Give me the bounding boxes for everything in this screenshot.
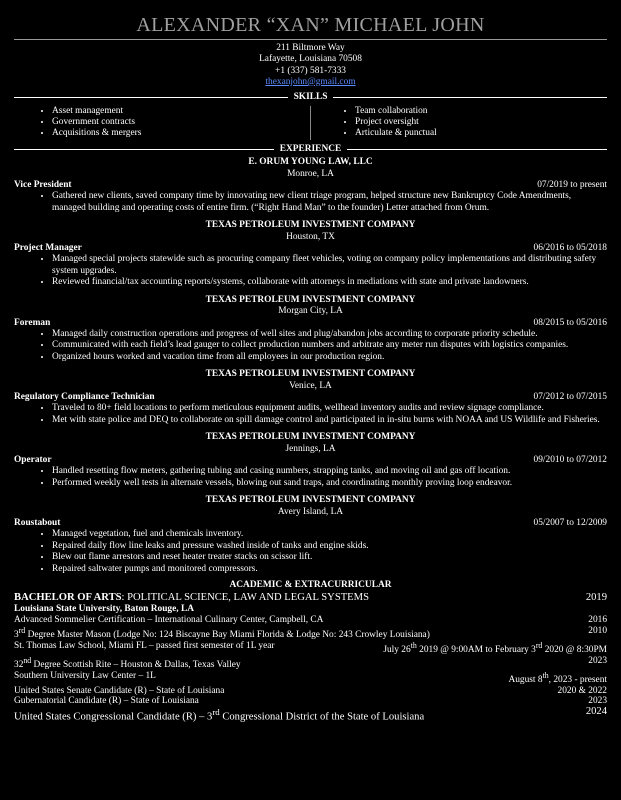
job-bullets xyxy=(14,191,607,214)
job-title-row xyxy=(14,392,607,403)
job-dates: 08/2015 to 05/2016 xyxy=(533,317,607,328)
job-bullet: • Managed special projects statewide such as procuring company fleet vehicles, voting on company policy implementations and distributing safety system upgrades. xyxy=(52,254,607,277)
skill-item: • Government contracts xyxy=(52,117,304,128)
job-entry xyxy=(14,432,607,489)
company-name: TEXAS PETROLEUM INVESTMENT COMPANY xyxy=(205,220,416,231)
street-address: 211 Biltmore Way xyxy=(276,43,345,53)
company-name: TEXAS PETROLEUM INVESTMENT COMPANY xyxy=(205,369,416,380)
degree-row: BACHELOR OF ARTS: POLITICAL SCIENCE, LAW AND LEGAL SYSTEMS 2019 xyxy=(14,592,607,604)
company-location: Monroe, LA xyxy=(287,168,334,179)
skill-item: • Articulate & punctual xyxy=(355,128,607,139)
job-bullet: • Communicated with each field’s lead gauger to collect production numbers and arbitrate any meter run disputes with logistics companies. xyxy=(52,340,607,351)
job-entry xyxy=(14,369,607,426)
job-entry xyxy=(14,495,607,575)
job-title-row xyxy=(14,180,607,191)
job-dates: 07/2012 to 07/2015 xyxy=(533,391,607,402)
company-name: TEXAS PETROLEUM INVESTMENT COMPANY xyxy=(205,294,416,305)
company-location: Houston, TX xyxy=(286,231,335,242)
skill-item: • Project oversight xyxy=(355,117,607,128)
job-entry xyxy=(14,157,607,214)
company-name: E. ORUM YOUNG LAW, LLC xyxy=(248,157,373,168)
congressional-row: United States Congressional Candidate (R) – 3rd Congressional District of the State of Louisiana 2024 xyxy=(14,706,607,723)
job-title: Regulatory Compliance Technician xyxy=(14,391,155,402)
job-bullet: • Met with state police and DEQ to collaborate on spill damage control and participated in in-situ burns with NOAA and US Wildlife and Fisheries. xyxy=(52,415,607,426)
academic-list xyxy=(14,593,607,723)
mason-row: 3rd Degree Master Mason (Lodge No: 124 Biscayne Bay Miami Florida & Lodge No: 243 Crowley Louisiana) 2010 xyxy=(14,625,607,640)
phone-number: +1 (337) 581-7333 xyxy=(275,65,346,76)
skills-divider xyxy=(310,106,311,140)
southern-row: Southern University Law Center – 1L August 8th, 2023 - present xyxy=(14,670,607,685)
skills-grid xyxy=(14,106,607,140)
senate-row: United States Senate Candidate (R) – State of Louisiana 2020 & 2022 xyxy=(14,685,607,696)
academic-heading: ACADEMIC & EXTRACURRICULAR xyxy=(229,580,392,591)
city-state-zip: Lafayette, Louisiana 70508 xyxy=(259,54,362,65)
university-row: Louisiana State University, Baton Rouge, LA xyxy=(14,604,194,615)
job-bullets xyxy=(14,403,607,426)
job-bullet: • Organized hours worked and vacation time from all employees in our production region. xyxy=(52,352,607,363)
job-bullet: • Repaired daily flow line leaks and pressure washed inside of tanks and engine skids. xyxy=(52,541,607,552)
job-bullet: • Managed daily construction operations and progress of well sites and plug/abandon jobs according to corporate priority schedule. xyxy=(52,329,607,340)
job-title: Project Manager xyxy=(14,243,82,254)
job-bullet: • Gathered new clients, saved company time by innovating new client triage program, helped structure new Bankruptcy Code Amendments, managed building and operating costs of entire firm. (“Right Hand Man” to the founder) Letter attached from Orum. xyxy=(52,191,607,214)
gubernatorial-row: Gubernatorial Candidate (R) – State of Louisiana 2023 xyxy=(14,696,607,707)
contact-block xyxy=(14,43,607,88)
job-title: Roustabout xyxy=(14,518,61,528)
company-location: Venice, LA xyxy=(289,380,332,391)
job-bullets xyxy=(14,254,607,288)
job-bullet: • Managed vegetation, fuel and chemicals inventory. xyxy=(52,529,607,540)
job-dates: 07/2019 to present xyxy=(537,180,607,191)
job-entry xyxy=(14,220,607,288)
scottish-rite-row: 32nd Degree Scottish Rite – Houston & Dallas, Texas Valley 2023 xyxy=(14,655,607,670)
job-bullets xyxy=(14,329,607,363)
job-bullets xyxy=(14,529,607,575)
company-name: TEXAS PETROLEUM INVESTMENT COMPANY xyxy=(205,432,416,443)
job-title-row xyxy=(14,518,607,529)
job-bullet: • Handled resetting flow meters, gathering tubing and casing numbers, strapping tanks, and moving oil and gas off location. xyxy=(52,466,607,477)
company-location: Jennings, LA xyxy=(285,443,336,454)
skill-item: • Asset management xyxy=(52,106,304,117)
job-title: Operator xyxy=(14,454,52,465)
job-dates: 09/2010 to 07/2012 xyxy=(533,454,607,465)
job-entry xyxy=(14,295,607,363)
company-name: TEXAS PETROLEUM INVESTMENT COMPANY xyxy=(205,495,416,506)
job-bullets xyxy=(14,466,607,489)
job-bullet: • Blew out flame arrestors and reset heater treater stacks on scissor lift. xyxy=(52,552,607,563)
candidate-name: ALEXANDER “XAN” MICHAEL JOHN xyxy=(136,14,485,36)
header-rule xyxy=(14,39,607,40)
job-bullet: • Performed weekly well tests in alternate vessels, blowing out sand traps, and coordinating monthly proving loop endeavor. xyxy=(52,478,607,489)
company-location: Morgan City, LA xyxy=(278,306,343,317)
job-title: Foreman xyxy=(14,317,51,328)
job-dates: 06/2016 to 05/2018 xyxy=(533,243,607,254)
job-bullet: • Repaired saltwater pumps and monitored compressors. xyxy=(52,564,607,575)
skill-item: • Team collaboration xyxy=(355,106,607,117)
job-bullet: • Reviewed financial/tax accounting reports/systems, collaborate with attorneys in mediations with state and private landowners. xyxy=(52,277,607,288)
job-title-row xyxy=(14,455,607,466)
experience-heading: EXPERIENCE xyxy=(14,144,607,155)
sommelier-row: Advanced Sommelier Certification – International Culinary Center, Campbell, CA 2016 xyxy=(14,615,607,626)
skills-heading: SKILLS xyxy=(14,92,607,103)
company-location: Avery Island, LA xyxy=(277,506,344,517)
experience-list xyxy=(14,157,607,575)
skill-item: • Acquisitions & mergers xyxy=(52,128,304,139)
job-title-row xyxy=(14,243,607,254)
email-link[interactable]: thexanjohn@gmail.com xyxy=(265,76,356,87)
job-dates: 05/2007 to 12/2009 xyxy=(533,518,607,528)
job-title-row xyxy=(14,318,607,329)
job-bullet: • Traveled to 80+ field locations to perform meticulous equipment audits, wellhead inventory audits and review signage compliance. xyxy=(52,403,607,414)
law-school-row: St. Thomas Law School, Miami FL – passed first semester of 1L year July 26th 2019 @ 9:00AM to February 3rd 2020 @ 8:30PM xyxy=(14,640,607,655)
job-title: Vice President xyxy=(14,180,72,191)
